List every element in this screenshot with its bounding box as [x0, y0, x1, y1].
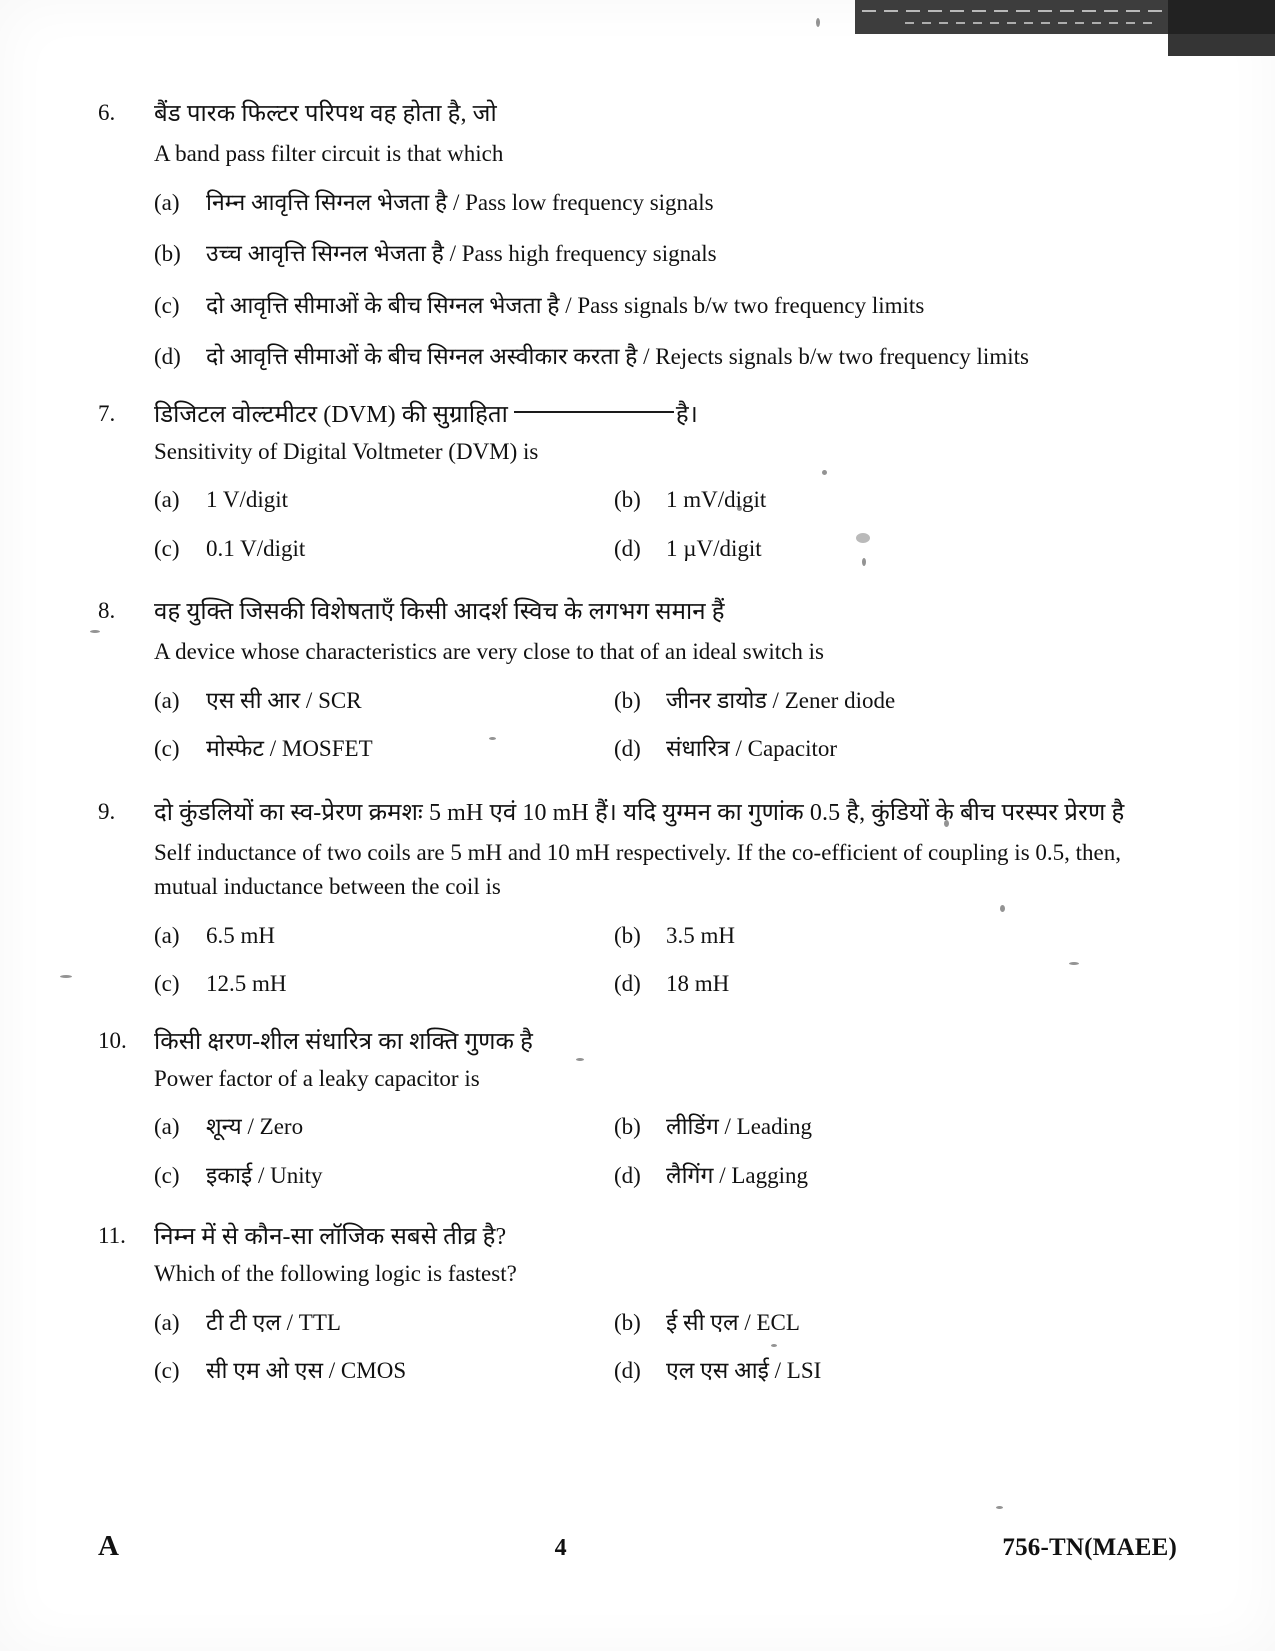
option-a[interactable] — [154, 919, 614, 954]
question-number: 10. — [98, 1027, 127, 1053]
option-label: (b) — [614, 1309, 641, 1335]
option-text: संधारित्र / Capacitor — [666, 736, 838, 761]
option-row — [154, 1354, 1128, 1389]
option-c[interactable] — [154, 732, 614, 767]
option-row — [154, 237, 1128, 272]
option-b[interactable] — [614, 684, 1128, 719]
option-label: (c) — [154, 736, 180, 761]
option-row — [154, 1306, 1128, 1341]
option-list — [154, 919, 1128, 1002]
option-c[interactable] — [154, 532, 614, 567]
question-text-hindi-before-blank: डिजिटल वोल्टमीटर (DVM) की सुग्राहिता — [154, 401, 508, 428]
question-number: 7. — [98, 400, 116, 426]
question-text-english: A band pass filter circuit is that which — [154, 141, 504, 166]
booklet-set-label: A — [98, 1530, 119, 1562]
scan-speck — [816, 18, 820, 27]
scan-speck — [996, 1506, 1003, 1509]
question-text-hindi: किसी क्षरण-शील संधारित्र का शक्ति गुणक है — [154, 1028, 534, 1055]
option-label: (c) — [154, 1162, 180, 1188]
option-label: (a) — [154, 487, 180, 512]
option-label: (c) — [154, 535, 180, 561]
option-label: (b) — [154, 241, 181, 266]
option-text: एस सी आर / SCR — [206, 687, 362, 713]
page-footer — [98, 1530, 1177, 1563]
option-label: (b) — [614, 687, 641, 713]
question-text-english: Power factor of a leaky capacitor is — [154, 1065, 480, 1091]
option-text: जीनर डायोड / Zener diode — [666, 687, 896, 713]
option-b[interactable] — [614, 1306, 1128, 1341]
question-text-hindi — [154, 397, 1128, 433]
option-row — [154, 483, 1128, 518]
option-label: (b) — [614, 922, 641, 948]
option-row — [154, 289, 1128, 324]
option-label: (a) — [154, 1114, 180, 1139]
option-text: 1 V/digit — [206, 487, 289, 512]
option-a[interactable] — [154, 186, 1128, 221]
option-text: 6.5 mH — [206, 922, 275, 948]
option-text: टी टी एल / TTL — [206, 1309, 341, 1335]
fill-in-blank-rule — [514, 411, 674, 413]
question-text-english: A device whose characteristics are very close to that of an ideal switch is — [154, 639, 824, 664]
scan-artifact-dashes-secondary — [905, 22, 1155, 24]
option-b[interactable] — [614, 1110, 1128, 1145]
option-label: (d) — [614, 535, 641, 561]
question-text-hindi-after-blank: है। — [675, 401, 698, 428]
option-text: 12.5 mH — [206, 971, 287, 996]
option-c[interactable] — [154, 289, 1128, 324]
scan-speck — [60, 975, 72, 978]
option-row — [154, 967, 1128, 1002]
question-heading — [98, 96, 1128, 172]
option-row — [154, 732, 1128, 767]
option-label: (d) — [614, 736, 641, 761]
option-row — [154, 1159, 1128, 1194]
question-heading — [98, 1024, 1128, 1097]
option-text: 18 mH — [666, 971, 730, 996]
question-block-8 — [98, 594, 1128, 767]
option-d[interactable] — [614, 532, 1128, 567]
option-label: (a) — [154, 189, 180, 215]
option-row — [154, 1110, 1128, 1145]
option-c[interactable] — [154, 1159, 614, 1194]
question-heading — [98, 795, 1128, 905]
option-a[interactable] — [154, 1110, 614, 1145]
option-label: (d) — [614, 971, 641, 996]
option-row — [154, 684, 1128, 719]
option-row — [154, 186, 1128, 221]
scan-artifact-corner — [1168, 0, 1275, 56]
option-label: (b) — [614, 487, 641, 512]
option-text: 1 µV/digit — [666, 535, 762, 561]
question-block-9 — [98, 795, 1128, 1002]
option-row — [154, 340, 1128, 375]
option-text: इकाई / Unity — [206, 1162, 323, 1188]
option-list — [154, 186, 1128, 375]
option-text: दो आवृत्ति सीमाओं के बीच सिग्नल अस्वीकार करता है / Rejects signals b/w two frequency limits — [206, 344, 1029, 369]
question-number: 8. — [98, 598, 116, 623]
question-text-hindi: वह युक्ति जिसकी विशेषताएँ किसी आदर्श स्विच के लगभग समान हैं — [154, 599, 725, 625]
option-label: (c) — [154, 971, 180, 996]
option-label: (a) — [154, 922, 180, 948]
option-text: शून्य / Zero — [206, 1114, 304, 1139]
option-d[interactable] — [614, 732, 1128, 767]
option-text: दो आवृत्ति सीमाओं के बीच सिग्नल भेजता है / Pass signals b/w two frequency limits — [206, 292, 925, 318]
option-row — [154, 532, 1128, 567]
option-c[interactable] — [154, 1354, 614, 1389]
scan-artifact-dashes — [862, 10, 1162, 12]
question-text-english: Which of the following logic is fastest? — [154, 1261, 517, 1286]
option-a[interactable] — [154, 483, 614, 518]
option-c[interactable] — [154, 967, 614, 1002]
option-text: सी एम ओ एस / CMOS — [206, 1358, 407, 1383]
question-text-hindi: निम्न में से कौन-सा लॉजिक सबसे तीव्र है? — [154, 1224, 507, 1250]
option-list — [154, 1306, 1128, 1389]
option-text: मोस्फेट / MOSFET — [206, 736, 373, 761]
question-block-10 — [98, 1024, 1128, 1194]
option-d[interactable] — [154, 340, 1128, 375]
paper-code: 756-TN(MAEE) — [1002, 1534, 1177, 1561]
option-label: (d) — [614, 1358, 641, 1383]
option-label: (a) — [154, 1309, 180, 1335]
question-number: 11. — [98, 1223, 126, 1248]
option-list — [154, 483, 1128, 566]
question-text-hindi: बैंड पारक फिल्टर परिपथ वह होता है, जो — [154, 101, 497, 127]
option-d[interactable] — [614, 967, 1128, 1002]
option-label: (d) — [154, 344, 181, 369]
option-label: (a) — [154, 687, 180, 713]
option-text: लीडिंग / Leading — [666, 1114, 813, 1139]
question-heading — [98, 594, 1128, 670]
option-row — [154, 919, 1128, 954]
option-d[interactable] — [614, 1159, 1128, 1194]
option-d[interactable] — [614, 1354, 1128, 1389]
option-label: (b) — [614, 1114, 641, 1139]
option-text: एल एस आई / LSI — [666, 1358, 822, 1383]
question-heading — [98, 397, 1128, 470]
option-list — [154, 684, 1128, 767]
option-label: (c) — [154, 292, 180, 318]
question-text-hindi: दो कुंडलियों का स्व-प्रेरण क्रमशः 5 mH एवं 10 mH हैं। यदि युग्मन का गुणांक 0.5 है, कुंडियों के बीच परस्पर प्रेरण है — [154, 799, 1125, 826]
option-text: ई सी एल / ECL — [666, 1309, 800, 1335]
option-text: 3.5 mH — [666, 922, 735, 948]
option-text: निम्न आवृत्ति सिग्नल भेजता है / Pass low frequency signals — [206, 189, 714, 215]
option-text: 1 mV/digit — [666, 487, 767, 512]
option-label: (d) — [614, 1162, 641, 1188]
option-label: (c) — [154, 1358, 180, 1383]
question-list — [98, 96, 1128, 1389]
question-number: 6. — [98, 100, 116, 125]
option-b[interactable] — [614, 483, 1128, 518]
option-text: उच्च आवृत्ति सिग्नल भेजता है / Pass high frequency signals — [206, 241, 717, 266]
question-heading — [98, 1219, 1128, 1292]
page-number: 4 — [554, 1535, 567, 1561]
question-block-11 — [98, 1219, 1128, 1389]
question-number: 9. — [98, 798, 116, 824]
question-block-6 — [98, 96, 1128, 375]
question-text-english: Sensitivity of Digital Voltmeter (DVM) is — [154, 438, 539, 464]
question-text-english: Self inductance of two coils are 5 mH and 10 mH respectively. If the co-efficient of coupling is 0.5, then, mutual inductance between the coil is — [154, 839, 1121, 899]
question-block-7 — [98, 397, 1128, 567]
option-text: लैगिंग / Lagging — [666, 1162, 808, 1188]
option-b[interactable] — [154, 237, 1128, 272]
option-list — [154, 1110, 1128, 1193]
option-text: 0.1 V/digit — [206, 535, 306, 561]
option-a[interactable] — [154, 684, 614, 719]
option-b[interactable] — [614, 919, 1128, 954]
option-a[interactable] — [154, 1306, 614, 1341]
